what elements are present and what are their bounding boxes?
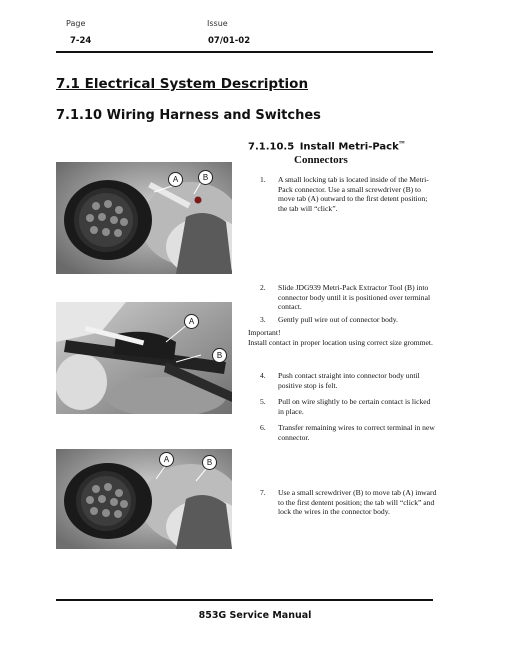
- procedure-title: [248, 138, 405, 167]
- subsection-title: 7.1.10 Wiring Harness and Switches: [56, 108, 321, 123]
- important-note: [248, 328, 443, 347]
- callout-a: A: [159, 452, 174, 467]
- step-6: [260, 423, 438, 442]
- important-label: Important!: [248, 328, 281, 337]
- step-text: Pull on wire slightly to be certain contact is licked in place.: [278, 397, 431, 416]
- step-5: [260, 397, 438, 416]
- callout-b: B: [198, 170, 213, 185]
- step-text: Push contact straight into connector body until positive stop is felt.: [278, 371, 420, 390]
- step-text: Slide JDG939 Metri-Pack Extractor Tool (B) into connector body until it is positioned over terminal contact.: [278, 283, 431, 312]
- step-text: Use a small screwdriver (B) to move tab (A) inward to the first dentent position; the tab will “click” and lock the wires in the connector body.: [278, 488, 437, 517]
- important-text: Install contact in proper location using correct size grommet.: [248, 337, 433, 347]
- trademark-symbol: ™: [398, 141, 405, 147]
- step-number: 6.: [260, 423, 266, 432]
- step-number: 7.: [260, 488, 266, 497]
- step-3: [260, 315, 438, 325]
- step-number: 2.: [260, 283, 266, 292]
- step-number: 5.: [260, 397, 266, 406]
- callout-a: A: [168, 172, 183, 187]
- step-2: [260, 283, 438, 312]
- photo-extractor-tool: [56, 302, 232, 414]
- footer-title: 853G Service Manual: [198, 610, 312, 621]
- page-number: 7-24: [70, 36, 92, 46]
- step-text: A small locking tab is located inside of the Metri-Pack connector. Use a small screwdriver (B) to move tab (A) outward to the first detent position; the tab will “click”.: [278, 175, 429, 213]
- step-number: 4.: [260, 371, 266, 380]
- callout-b: B: [212, 348, 227, 363]
- step-text: Gently pull wire out of connector body.: [278, 315, 398, 324]
- section-title: 7.1 Electrical System Description: [56, 76, 309, 92]
- step-text: Transfer remaining wires to correct terminal in new connector.: [278, 423, 435, 442]
- footer-rule: [56, 599, 433, 601]
- step-number: 1.: [260, 175, 266, 184]
- procedure-title-line1: Install Metri-Pack: [299, 141, 399, 153]
- photo-connector-tab-inward: [56, 449, 232, 549]
- step-7: [260, 488, 438, 517]
- step-number: 3.: [260, 315, 266, 324]
- photo-connector-tab-outward: [56, 162, 232, 274]
- procedure-number: 7.1.10.5: [248, 141, 295, 153]
- header-rule: [56, 51, 433, 53]
- callout-a: A: [184, 314, 199, 329]
- callout-b: B: [202, 455, 217, 470]
- step-1: [260, 175, 438, 213]
- procedure-title-line2: Connectors: [294, 153, 348, 166]
- issue-label: Issue: [207, 19, 228, 28]
- issue-date: 07/01-02: [208, 36, 251, 46]
- step-4: [260, 371, 438, 390]
- page-label: Page: [66, 19, 86, 28]
